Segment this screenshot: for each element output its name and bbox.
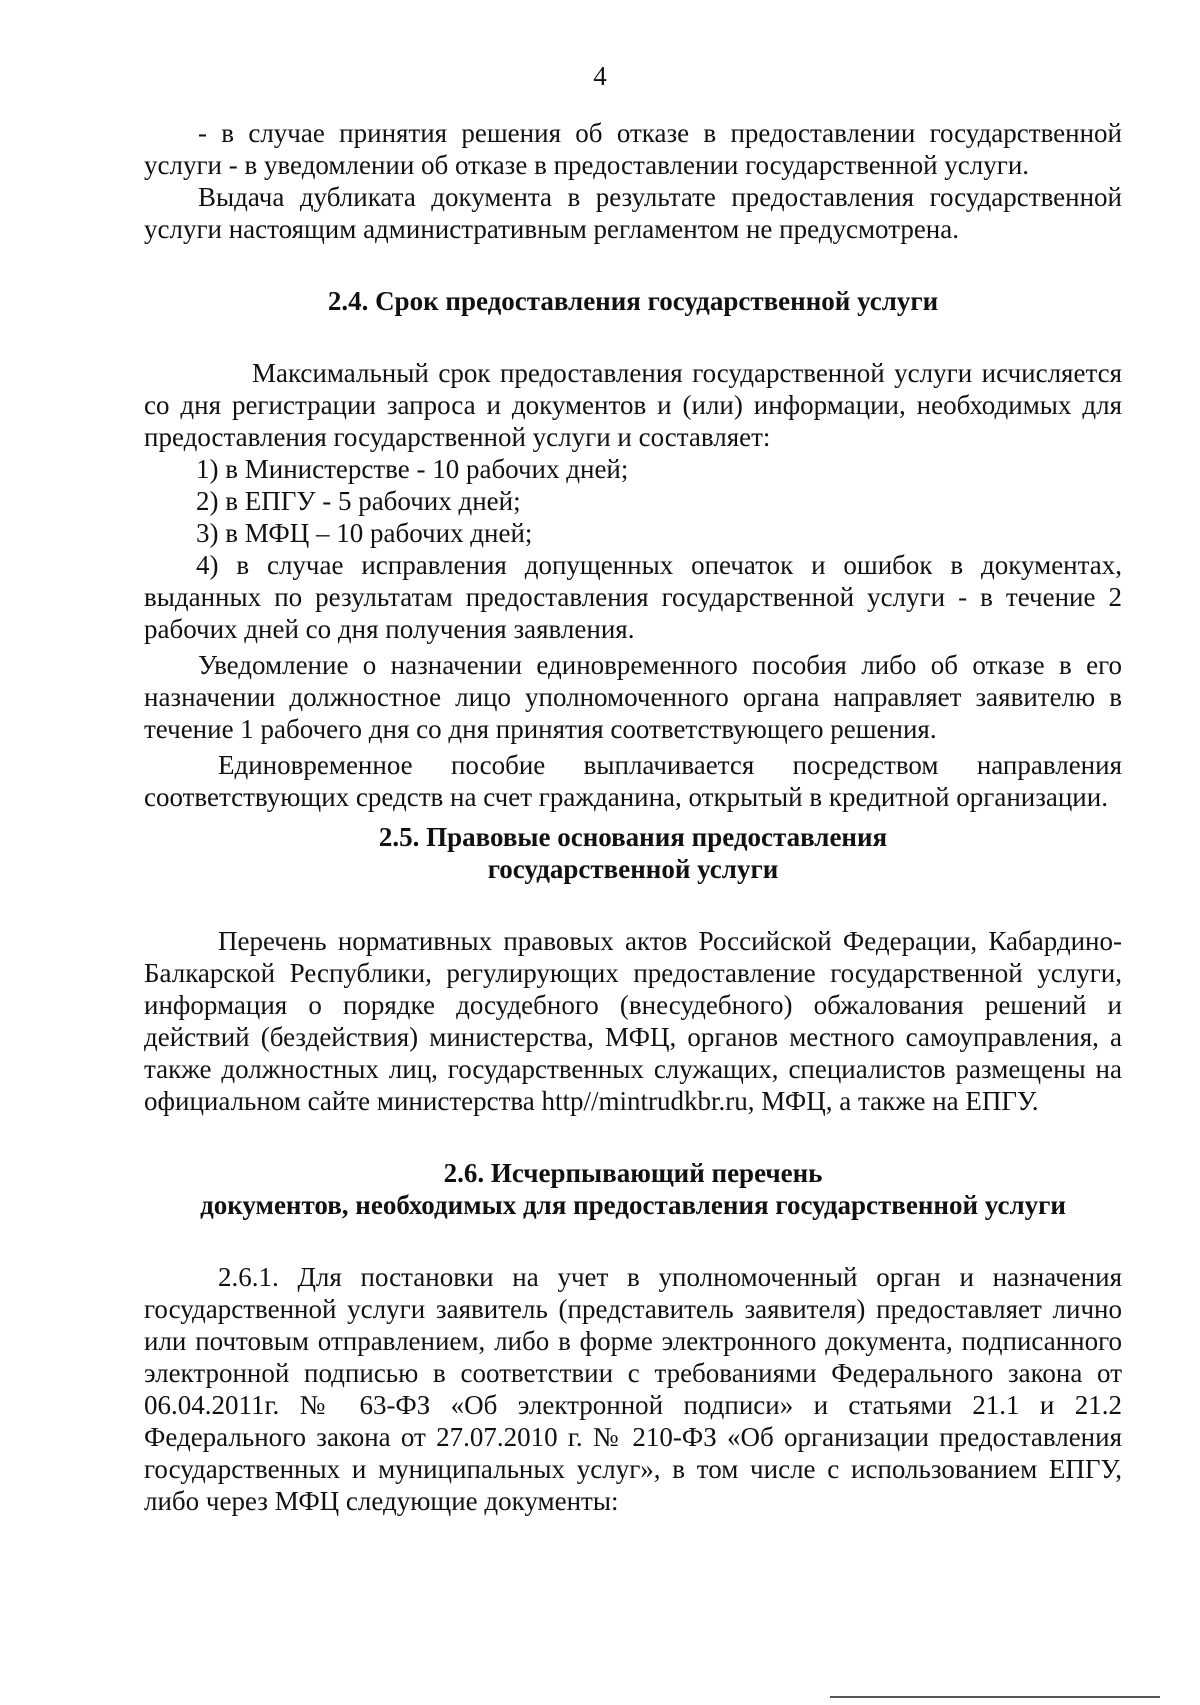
paragraph-duplicate: Выдача дубликата документа в результате предоставления государственной услуги настоящим административным регламентом не предусмотрена. <box>144 182 1122 244</box>
paragraph-refusal-notice: - в случае принятия решения об отказе в предоставлении государственной услуги - в уведомлении об отказе в предоставлении государственной услуги. <box>144 118 1122 180</box>
paragraph-documents-2-6-1: 2.6.1. Для постановки на учет в уполномоченный орган и назначения государственной услуги заявитель (представитель заявителя) предоставляет лично или почтовым отправлением, либо в форме электронного документа, подписанного электронной подписью в соответствии с требованиями Федерального закона от 06.04.2011г. № 63-ФЗ «Об электронной подписи» и статьями 21.1 и 21.2 Федерального закона от 27.07.2010 г. № 210-ФЗ «Об организации предоставления государственных и муниципальных услуг», в том числе с использованием ЕПГУ, либо через МФЦ следующие документы: <box>144 1262 1122 1516</box>
section-heading-2-4: 2.4. Срок предоставления государственной услуги <box>327 286 939 316</box>
section-heading-2-6-line2: документов, необходимых для предоставления государственной услуги <box>200 1190 1066 1220</box>
list-item-epgu: 2) в ЕПГУ - 5 рабочих дней; <box>196 486 521 516</box>
paragraph-max-term: Максимальный срок предоставления государственной услуги исчисляется со дня регистрации запроса и документов и (или) информации, необходимых для предоставления государственной услуги и составляет: <box>144 358 1122 452</box>
section-heading-2-6-line1: 2.6. Исчерпывающий перечень <box>443 1158 823 1188</box>
list-item-corrections: 4) в случае исправления допущенных опечаток и ошибок в документах, выданных по результатам предоставления государственной услуги - в течение 2 рабочих дней со дня получения заявления. <box>144 550 1122 644</box>
document-body <box>144 117 1122 1517</box>
list-item-mfc: 3) в МФЦ – 10 рабочих дней; <box>196 518 533 548</box>
paragraph-notification: Уведомление о назначении единовременного пособия либо об отказе в его назначении должностное лицо уполномоченного органа направляет заявителю в течение 1 рабочего дня со дня принятия соответствующего решения. <box>144 650 1122 744</box>
paragraph-legal-acts: Перечень нормативных правовых актов Российской Федерации, Кабардино-Балкарской Республики, регулирующих предоставление государственной услуги, информация о порядке досудебного (внесудебного) обжалования решений и действий (бездействия) министерства, МФЦ, органов местного самоуправления, а также должностных лиц, государственных служащих, специалистов размещены на официальном сайте министерства http//mintrudkbr.ru, МФЦ, а также на ЕПГУ. <box>144 926 1122 1116</box>
section-heading-2-5-line2: государственной услуги <box>487 854 779 884</box>
paragraph-payment: Единовременное пособие выплачивается посредством направления соответствующих средств на счет гражданина, открытый в кредитной организации. <box>144 750 1122 812</box>
footer-divider <box>830 1696 1160 1698</box>
page-number: 4 <box>593 61 607 91</box>
list-item-ministry: 1) в Министерстве - 10 рабочих дней; <box>196 454 629 484</box>
section-heading-2-5-line1: 2.5. Правовые основания предоставления <box>378 822 888 852</box>
